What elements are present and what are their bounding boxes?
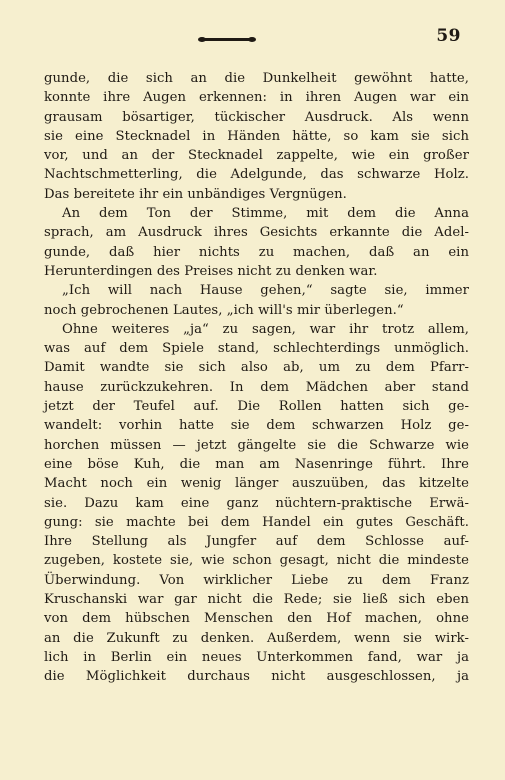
text-line: wandelt: vorhin hatte sie dem schwarzen Holz ge- [44, 418, 469, 434]
text-line: sprach, am Ausdruck ihres Gesichts erkannte die Adel- [44, 225, 469, 241]
text-line: konnte ihre Augen erkennen: in ihren Augen war ein [44, 90, 469, 106]
text-line: sie eine Stecknadel in Händen hätte, so kam sie sich [44, 128, 469, 144]
body-text [44, 69, 469, 687]
text-line: Macht noch ein wenig länger auszuüben, das kitzelte [44, 476, 469, 492]
text-line: vor, und an der Stecknadel zappelte, wie ein großer [44, 148, 469, 164]
text-line: von dem hübschen Menschen den Hof machen, ohne [44, 611, 469, 627]
text-line: grausam bösartiger, tückischer Ausdruck. Als wenn [44, 109, 469, 125]
text-line: zugeben, kostete sie, wie schon gesagt, nicht die mindeste [44, 553, 469, 569]
text-line: Herunterdingen des Preises nicht zu denken war. [44, 263, 378, 279]
text-line: hause zurückzukehren. In dem Mädchen aber stand [44, 379, 469, 395]
text-line: was auf dem Spiele stand, schlechterdings unmöglich. [44, 341, 469, 357]
text-line: „Ich will nach Hause gehen,“ sagte sie, immer [62, 283, 469, 299]
text-line: Das bereitete ihr ein unbändiges Vergnügen. [44, 186, 347, 202]
text-line: eine böse Kuh, die man am Nasenringe führt. Ihre [44, 456, 469, 472]
text-line: die Möglichkeit durchaus nicht ausgeschlossen, ja [44, 669, 469, 685]
text-line: Nachtschmetterling, die Adelgunde, das schwarze Holz. [44, 167, 469, 183]
text-line: Ihre Stellung als Jungfer auf dem Schlosse auf- [44, 534, 469, 550]
text-line: gung: sie machte bei dem Handel ein gutes Geschäft. [44, 514, 469, 530]
text-line: horchen müssen — jetzt gängelte sie die Schwarze wie [44, 437, 469, 453]
page-header [0, 26, 505, 50]
text-line: Damit wandte sie sich also ab, um zu dem Pfarr- [44, 360, 469, 376]
text-line: an die Zukunft zu denken. Außerdem, wenn sie wirk- [44, 630, 469, 646]
text-line: gunde, die sich an die Dunkelheit gewöhnt hatte, [44, 71, 469, 86]
text-line: Kruschanski war gar nicht die Rede; sie ließ sich eben [44, 592, 469, 608]
text-line: An dem Ton der Stimme, mit dem die Anna [62, 206, 469, 222]
text-line: Überwindung. Von wirklicher Liebe zu dem Franz [44, 572, 469, 588]
header-ornament [202, 38, 252, 41]
text-line: jetzt der Teufel auf. Die Rollen hatten sich ge- [44, 399, 469, 415]
text-line: lich in Berlin ein neues Unterkommen fand, war ja [44, 649, 469, 665]
text-line: sie. Dazu kam eine ganz nüchtern-praktische Erwä- [44, 495, 469, 511]
text-line: noch gebrochenen Lautes, „ich will's mir überlegen.“ [44, 302, 404, 318]
text-line: Ohne weiteres „ja“ zu sagen, war ihr trotz allem, [62, 321, 469, 337]
page-number: 59 [436, 26, 461, 46]
text-line: gunde, daß hier nichts zu machen, daß an ein [44, 244, 469, 260]
